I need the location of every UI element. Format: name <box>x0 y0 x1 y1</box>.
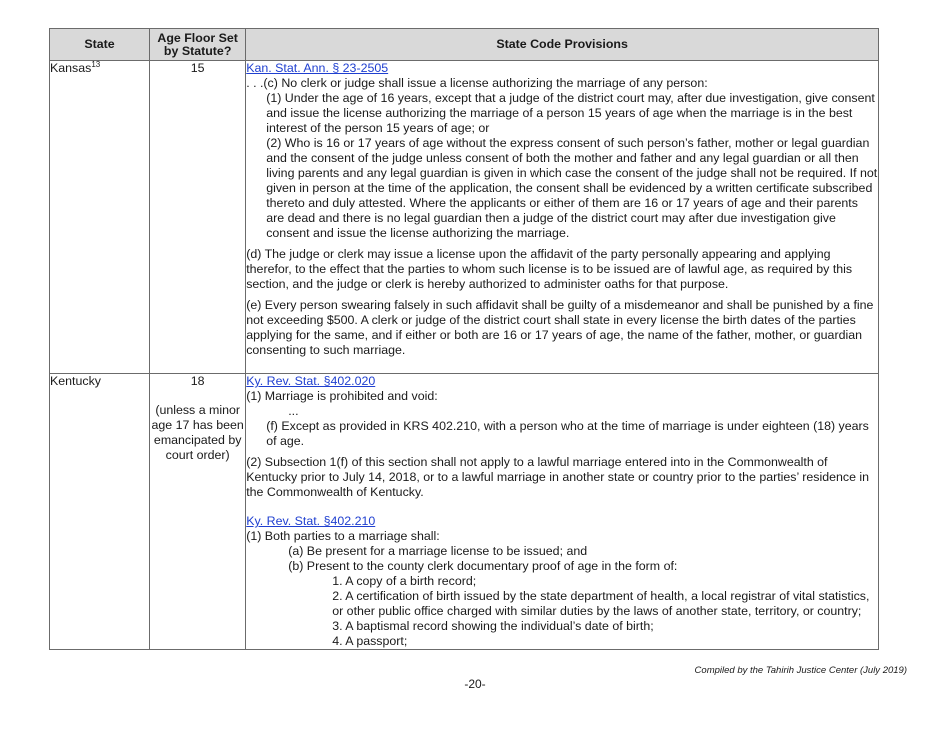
table-header-row <box>50 29 879 61</box>
provision-text: (1) Under the age of 16 years, except that a judge of the district court may, after due investigation, give consent and issue the license authorizing the marriage of a person 15 years of age when the marriage is in the best interest of the person 15 years of age; or <box>266 91 875 135</box>
footnote-ref[interactable]: 13 <box>91 59 101 69</box>
state-name: Kansas <box>50 61 92 75</box>
age-floor-value: 18 <box>190 374 205 388</box>
page-number: -20- <box>464 677 486 691</box>
age-floor-value: 15 <box>190 61 205 75</box>
provision-text: (2) Who is 16 or 17 years of age without the express consent of such person’s father, mother or legal guardian and the consent of the judge unless consent of both the mother and father and any legal guardian or all then living parents and any legal guardian is given in which case the consent of the judge shall not be required. If not given in person at the time of the application, the consent shall be evidenced by a written certificate subscribed thereto and duly attested. Where the applicants or either of them are 16 or 17 years of age and their parents are dead and there is no legal guardian then a judge of the district court may after due investigation give consent and issue the license authorizing the marriage. <box>266 136 878 240</box>
provisions-cell <box>246 61 879 374</box>
state-code-table <box>49 28 879 650</box>
state-name: Kentucky <box>50 374 101 388</box>
state-cell <box>50 374 150 650</box>
header-age-floor: Age Floor Set by Statute? <box>150 29 246 61</box>
age-floor-note: (unless a minor age 17 has been emancipated by court order) <box>151 403 244 462</box>
state-cell <box>50 61 150 374</box>
table-row-kansas <box>50 61 879 374</box>
table-row-kentucky <box>50 374 879 650</box>
header-provisions: State Code Provisions <box>246 29 879 61</box>
provision-text: . . .(c) No clerk or judge shall issue a license authorizing the marriage of any person: <box>246 76 708 90</box>
age-floor-cell <box>150 374 246 650</box>
provision-text: (d) The judge or clerk may issue a license upon the affidavit of the party personally appearing and applying therefor, to the effect that the parties to whom such license is to be issued are of lawful age, as required by this section, and the judge or clerk is hereby authorized to administer oaths for that purpose. <box>246 247 853 291</box>
provision-text: (f) Except as provided in KRS 402.210, with a person who at the time of marriage is under eighteen (18) years of age. <box>266 419 869 448</box>
provision-text: (2) Subsection 1(f) of this section shall not apply to a lawful marriage entered into in the Commonwealth of Kentucky prior to July 14, 2018, or to a lawful marriage in another state or country prior to the parties’ residence in the Commonwealth of Kentucky. <box>246 455 870 499</box>
list-item: 4. A passport; <box>332 634 408 648</box>
statute-link[interactable]: Ky. Rev. Stat. §402.020 <box>246 374 376 388</box>
statute-link[interactable]: Kan. Stat. Ann. § 23-2505 <box>246 61 389 75</box>
list-item: 3. A baptismal record showing the individual’s date of birth; <box>332 619 654 633</box>
header-state: State <box>50 29 150 61</box>
provision-text: (1) Both parties to a marriage shall: <box>246 529 440 543</box>
footer-credit: Compiled by the Tahirih Justice Center (July 2019) <box>694 665 907 676</box>
provision-ellipsis: ... <box>288 404 299 418</box>
list-item: 1. A copy of a birth record; <box>332 574 477 588</box>
provision-text: (a) Be present for a marriage license to be issued; and <box>288 544 588 558</box>
provision-text: (1) Marriage is prohibited and void: <box>246 389 438 403</box>
list-item: 2. A certification of birth issued by the state department of health, a local registrar of vital statistics, or other public office charged with similar duties by the laws of another state, territory, or country; <box>332 589 870 618</box>
provision-text: (e) Every person swearing falsely in such affidavit shall be guilty of a misdemeanor and shall be punished by a fine not exceeding $500. A clerk or judge of the district court shall state in every license the birth dates of the parties applying for the same, and if either or both are 16 or 17 years of age, the name of the father, mother, or guardian consenting to such marriage. <box>246 298 874 357</box>
provision-text: (b) Present to the county clerk documentary proof of age in the form of: <box>288 559 678 573</box>
provisions-cell <box>246 374 879 650</box>
statute-link[interactable]: Ky. Rev. Stat. §402.210 <box>246 514 376 528</box>
age-floor-cell <box>150 61 246 374</box>
